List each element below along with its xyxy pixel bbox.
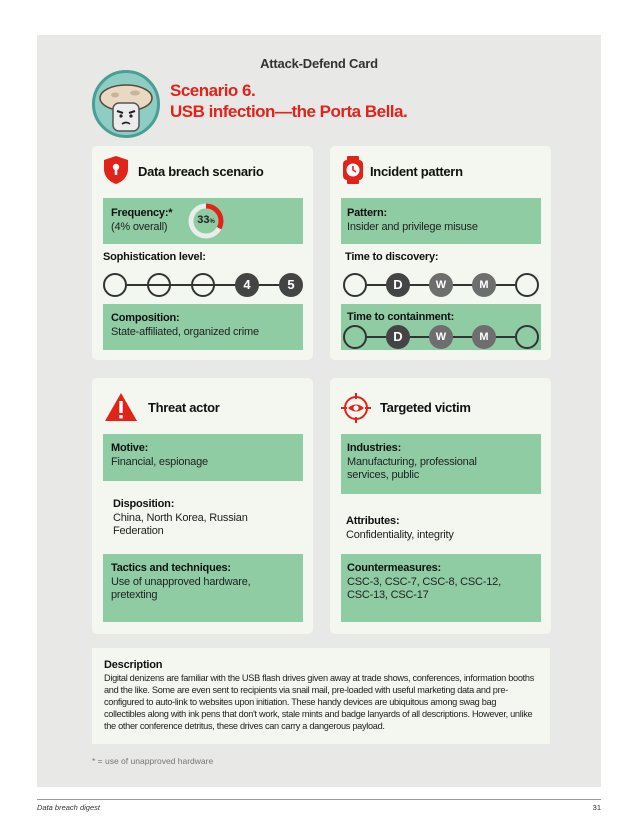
attributes-label: Attributes: [346, 515, 400, 527]
frequency-donut [187, 202, 225, 240]
containment-step-month: M [472, 325, 496, 349]
motive-value: Financial, espionage [111, 456, 208, 468]
time-to-containment-label: Time to containment: [347, 311, 455, 323]
page-number: 31 [592, 803, 601, 812]
discovery-step-5 [515, 273, 539, 297]
containment-step-1 [343, 325, 367, 349]
pattern-label: Pattern: [347, 207, 387, 219]
frequency-label: Frequency:* [111, 207, 173, 219]
frequency-note: (4% overall) [111, 221, 168, 233]
sophistication-scale [103, 273, 303, 297]
motive-label: Motive: [111, 442, 149, 454]
time-to-discovery-label: Time to discovery: [345, 251, 439, 263]
footer-divider [37, 799, 601, 800]
discovery-step-month: M [472, 273, 496, 297]
target-eye-icon [341, 393, 371, 428]
pattern-value: Insider and privilege misuse [347, 221, 478, 233]
data-breach-scenario-heading: Data breach scenario [138, 164, 264, 179]
scenario-name: USB infection—the Porta Bella. [170, 102, 408, 121]
sophistication-level-4: 4 [235, 273, 259, 297]
industries-label: Industries: [347, 442, 402, 454]
sophistication-level-5: 5 [279, 273, 303, 297]
disposition-section [113, 498, 293, 538]
sophistication-label: Sophistication level: [103, 251, 206, 263]
industries-box [341, 434, 541, 494]
attributes-section [346, 515, 536, 542]
frequency-box [103, 198, 303, 244]
incident-pattern-heading: Incident pattern [370, 164, 463, 179]
discovery-step-week: W [429, 273, 453, 297]
industries-value: Manufacturing, professional services, public [347, 456, 477, 481]
shield-lock-icon [103, 155, 129, 190]
containment-step-5 [515, 325, 539, 349]
discovery-step-day: D [386, 273, 410, 297]
card-title: Attack-Defend Card [260, 56, 378, 71]
description-label: Description [104, 659, 163, 671]
watch-icon [342, 155, 364, 190]
composition-label: Composition: [111, 312, 180, 324]
description-box [92, 648, 550, 744]
attributes-value: Confidentiality, integrity [346, 529, 454, 541]
threat-actor-heading: Threat actor [148, 400, 220, 415]
scenario-title [170, 80, 407, 122]
tactics-value: Use of unapproved hardware, pretexting [111, 576, 251, 601]
time-to-discovery-scale [343, 273, 539, 297]
disposition-label: Disposition: [113, 498, 175, 510]
footer-title: Data breach digest [37, 803, 100, 812]
time-to-containment-scale [343, 325, 539, 349]
tactics-box [103, 554, 303, 622]
pattern-box [341, 198, 541, 244]
composition-value: State-affiliated, organized crime [111, 326, 259, 338]
motive-box [103, 434, 303, 481]
sophistication-level-3 [191, 273, 215, 297]
mushroom-character-icon [92, 70, 160, 138]
discovery-step-1 [343, 273, 367, 297]
tactics-label: Tactics and techniques: [111, 562, 231, 574]
warning-icon [104, 392, 138, 427]
countermeasures-value: CSC-3, CSC-7, CSC-8, CSC-12, CSC-13, CSC-17 [347, 576, 501, 601]
sophistication-level-2 [147, 273, 171, 297]
targeted-victim-heading: Targeted victim [380, 400, 471, 415]
footnote: * = use of unapproved hardware [92, 756, 214, 766]
disposition-value: China, North Korea, Russian Federation [113, 512, 248, 537]
countermeasures-box [341, 554, 541, 622]
scenario-number: Scenario 6. [170, 81, 256, 100]
countermeasures-label: Countermeasures: [347, 562, 441, 574]
sophistication-level-1 [103, 273, 127, 297]
containment-step-week: W [429, 325, 453, 349]
containment-box [341, 304, 541, 350]
description-text: Digital denizens are familiar with the USB flash drives given away at trade shows, conferences, information booths and the like. Some are even sent to recipients via snail mail, pre-loaded with useful marketing data and pre-configured to auto-link to websites upon initiation. These handy devices are ubiquitous among swag bag collectibles along with ink pens that don't work, stale mints and badge lanyards of all descriptions. However, unlike the other conference detritus, these drives can carry a dangerous payload. [104, 673, 534, 731]
containment-step-day: D [386, 325, 410, 349]
composition-box [103, 304, 303, 350]
frequency-percent: 33% [197, 214, 215, 226]
